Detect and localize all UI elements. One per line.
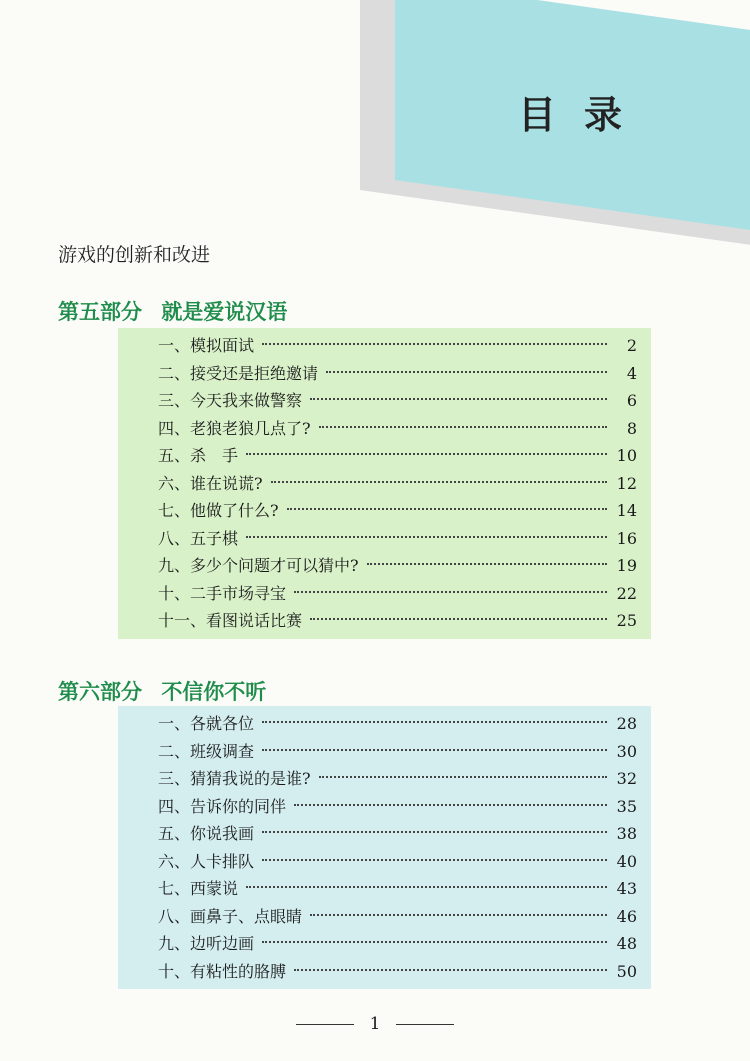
toc-entry-title: 十、有粘性的胳膊 — [158, 961, 287, 981]
toc-entry-title: 五、杀 手 — [158, 446, 239, 465]
toc-entry[interactable] — [118, 903, 651, 931]
dot-leader — [294, 804, 607, 806]
dot-leader — [310, 398, 607, 400]
toc-entry-page: 12 — [616, 473, 637, 493]
toc-entry-page: 25 — [616, 611, 637, 630]
toc-entry-page: 48 — [616, 934, 637, 953]
toc-entry[interactable] — [118, 607, 651, 635]
toc-entry-page: 28 — [616, 714, 637, 733]
toc-entry-title: 七、西蒙说 — [158, 879, 239, 898]
footer-rule-left — [296, 1024, 354, 1025]
toc-entry[interactable] — [118, 442, 651, 470]
toc-entry-page: 38 — [616, 824, 637, 843]
toc-entry[interactable] — [118, 497, 651, 525]
toc-entry-page: 19 — [616, 556, 637, 575]
dot-leader — [367, 563, 607, 565]
dot-leader — [319, 776, 607, 778]
toc-panel-section-6 — [118, 706, 651, 989]
book-subtitle: 游戏的创新和改进 — [58, 244, 211, 266]
section-number: 第五部分 — [58, 300, 142, 324]
toc-entry-title: 五、你说我画 — [158, 824, 255, 843]
dot-leader — [287, 508, 607, 510]
section-heading-5 — [58, 296, 287, 326]
toc-entry[interactable] — [118, 793, 651, 821]
toc-entry-page: 22 — [616, 583, 637, 603]
toc-entry[interactable] — [118, 765, 651, 793]
toc-entry-page: 14 — [616, 501, 637, 520]
toc-entry[interactable] — [118, 387, 651, 415]
dot-leader — [262, 859, 607, 861]
toc-entry-title: 九、多少个问题才可以猜中? — [158, 556, 359, 575]
toc-entry-title: 二、接受还是拒绝邀请 — [158, 363, 319, 383]
toc-entry-page: 43 — [616, 879, 637, 898]
toc-entry[interactable] — [118, 525, 651, 553]
toc-entry[interactable] — [118, 580, 651, 608]
toc-entry-page: 46 — [616, 906, 637, 926]
dot-leader — [294, 969, 607, 971]
dot-leader — [262, 721, 607, 723]
toc-panel-section-5 — [118, 328, 651, 639]
toc-entry[interactable] — [118, 958, 651, 986]
toc-entry-title: 三、猜猜我说的是谁? — [158, 769, 311, 788]
toc-entry-page: 40 — [616, 851, 637, 871]
toc-entry[interactable] — [118, 930, 651, 958]
dot-leader — [262, 343, 607, 345]
toc-entry-page: 2 — [626, 336, 637, 355]
toc-entry[interactable] — [118, 360, 651, 388]
toc-entry-title: 三、今天我来做警察 — [158, 391, 303, 410]
dot-leader — [246, 453, 607, 455]
toc-entry-title: 六、人卡排队 — [158, 851, 255, 871]
dot-leader — [326, 371, 607, 373]
dot-leader — [246, 536, 607, 538]
toc-entry[interactable] — [118, 332, 651, 360]
dot-leader — [310, 618, 607, 620]
toc-entry-title: 八、画鼻子、点眼睛 — [158, 906, 303, 926]
section-name: 不信你不听 — [161, 680, 267, 704]
section-heading-6 — [58, 676, 266, 706]
footer-rule-right — [396, 1024, 454, 1025]
dot-leader — [262, 941, 607, 943]
toc-entry-title: 四、老狼老狼几点了? — [158, 418, 311, 438]
toc-entry-page: 16 — [616, 528, 637, 548]
toc-entry-title: 二、班级调查 — [158, 741, 255, 761]
toc-entry[interactable] — [118, 710, 651, 738]
toc-entry[interactable] — [118, 738, 651, 766]
page-number: 1 — [369, 1014, 381, 1034]
toc-entry-page: 35 — [616, 796, 637, 816]
toc-entry[interactable] — [118, 820, 651, 848]
toc-entry-title: 六、谁在说谎? — [158, 473, 263, 493]
dot-leader — [294, 591, 607, 593]
dot-leader — [246, 886, 607, 888]
toc-entry[interactable] — [118, 470, 651, 498]
toc-entry-page: 10 — [616, 446, 637, 465]
toc-entry-title: 九、边听边画 — [158, 934, 255, 953]
toc-entry-page: 32 — [616, 769, 637, 788]
toc-entry[interactable] — [118, 875, 651, 903]
dot-leader — [310, 914, 607, 916]
dot-leader — [271, 481, 607, 483]
toc-entry-title: 四、告诉你的同伴 — [158, 796, 287, 816]
toc-entry-page: 50 — [616, 961, 637, 981]
toc-entry[interactable] — [118, 848, 651, 876]
toc-entry-page: 4 — [626, 363, 637, 383]
toc-entry-page: 8 — [626, 418, 637, 438]
toc-entry-title: 十、二手市场寻宝 — [158, 583, 287, 603]
dot-leader — [262, 749, 607, 751]
toc-entry[interactable] — [118, 552, 651, 580]
toc-entry-page: 6 — [626, 391, 637, 410]
toc-entry[interactable] — [118, 415, 651, 443]
section-number: 第六部分 — [58, 680, 142, 704]
dot-leader — [262, 831, 607, 833]
toc-entry-title: 十一、看图说话比赛 — [158, 611, 303, 630]
toc-entry-title: 一、模拟面试 — [158, 336, 255, 355]
page-footer — [0, 1014, 750, 1034]
toc-entry-title: 一、各就各位 — [158, 714, 255, 733]
toc-entry-title: 八、五子棋 — [158, 528, 239, 548]
toc-entry-page: 30 — [616, 741, 637, 761]
section-name: 就是爱说汉语 — [161, 300, 288, 324]
page-title: 目录 — [518, 92, 651, 137]
toc-entry-title: 七、他做了什么? — [158, 501, 279, 520]
dot-leader — [319, 426, 607, 428]
